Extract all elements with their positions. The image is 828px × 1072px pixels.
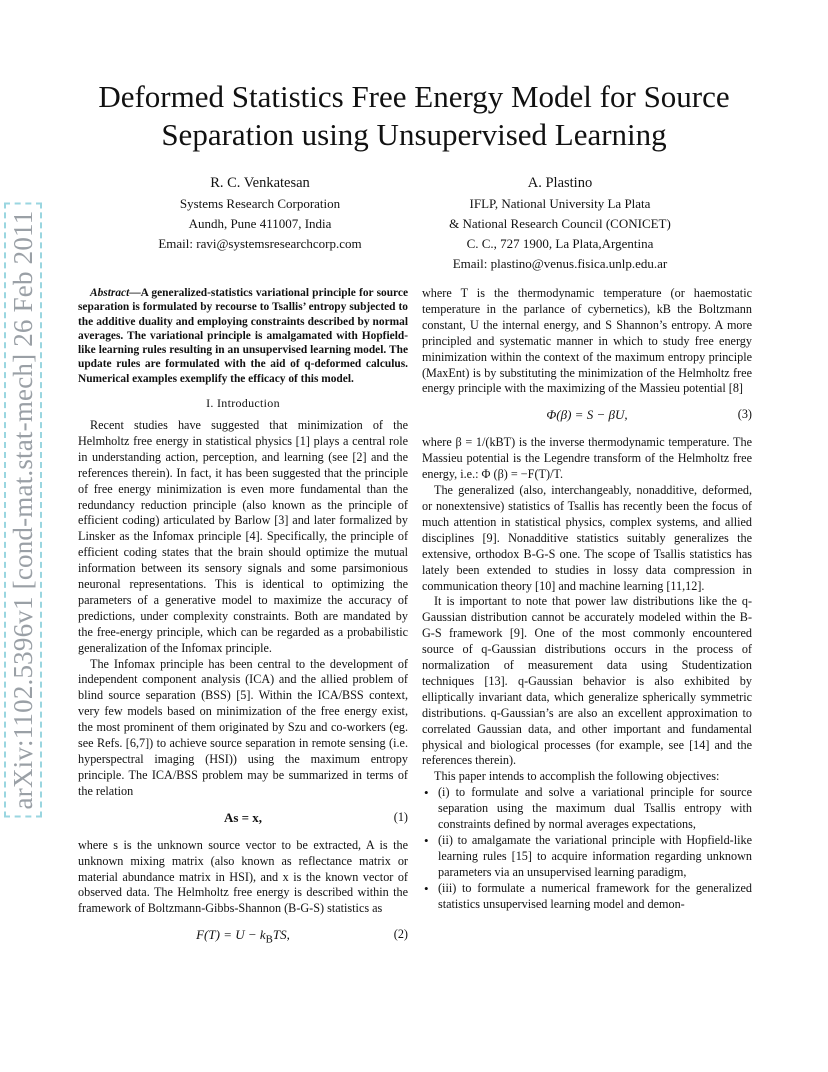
- list-item: [422, 833, 752, 881]
- abstract: [78, 286, 408, 386]
- author-block-1: [125, 172, 395, 254]
- bullet-icon: •: [424, 880, 429, 896]
- equation-3-expression: Φ(β) = S − βU,: [546, 407, 628, 423]
- equation-2-number: (2): [393, 927, 408, 942]
- equation-1-expression: As = x,: [223, 809, 263, 825]
- author-affiliation: Systems Research Corporation: [179, 196, 341, 211]
- list-item-text: (iii) to formulate a numerical framework for the generalized statistics unsupervised learning model and demon-: [438, 880, 752, 911]
- equation-2-tail: TS,: [272, 927, 290, 943]
- body-paragraph: where s is the unknown source vector to be extracted, A is the unknown mixing matrix (also known as reflectance matrix or material abundance matrix in HSI), and x is the known vector of observed data. The Helmholtz free energy is described within the framework of Boltzmann-Gibbs-Shannon (B-G-S) statistics as: [78, 837, 408, 916]
- equation-3: [422, 403, 752, 429]
- author-name: R. C. Venkatesan: [210, 175, 310, 191]
- left-column: [78, 286, 408, 955]
- body-paragraph: The generalized (also, interchangeably, nonadditive, deformed, or nonextensive) statistics of Tsallis has recently been the focus of much attention in statistical physics, complex systems, and allied disciplines [9]. Nonadditive statistics suitably generalizes the extensive, orthodox B-G-S one. The scope of Tsallis statistics has lately been extended to studies in lossy data compression in communication theory [10] and machine learning [11,12].: [422, 483, 752, 593]
- equation-2-expression: F(T) = U − k: [196, 927, 266, 943]
- author-block-2: [415, 172, 705, 274]
- paper-title: Deformed Statistics Free Energy Model for Source Separation using Unsupervised Learning: [98, 79, 730, 152]
- body-paragraph: The Infomax principle has been central to the development of independent component analysis (ICA) and the allied problem of blind source separation (BSS) [5]. Within the ICA/BSS context, very few models based on minimization of the free energy exist, the most prominent of them originated by Szu and co-workers (eg. see Refs. [6,7]) to achieve source separation in remote sensing (i.e. hyperspectral imaging (HSI)) using the maximum entropy principle. The ICA/BSS problem may be summarized in terms of the relation: [78, 656, 408, 798]
- equation-2-subscript: B: [265, 933, 273, 946]
- body-paragraph: where T is the thermodynamic temperature (or haemostatic temperature in the parlance of cybernetics), kB the Boltzmann constant, U the internal energy, and S Shannon’s entropy. A more principled and systematic manner in which to study free energy minimization within the context of the maximum entropy principle (MaxEnt) is by substituting the minimization of the Helmholtz free energy principle with the maximizing of the Massieu potential [8]: [422, 286, 752, 396]
- author-affiliation: IFLP, National University La Plata: [469, 196, 651, 211]
- arxiv-identifier[interactable]: arXiv:1102.5396v1 [cond-mat.stat-mech] 26 Feb 2011: [4, 203, 42, 818]
- body-paragraph: where β = 1/(kBT) is the inverse thermodynamic temperature. The Massieu potential is the Legendre transform of the Helmholtz free energy, i.e.: Φ (β) = −F(T)/T.: [422, 435, 752, 482]
- arxiv-stamp: [2, 200, 44, 820]
- equation-3-number: (3): [737, 407, 752, 422]
- bullet-icon: •: [424, 833, 429, 848]
- equation-2: [78, 923, 408, 949]
- author-affiliation: & National Research Council (CONICET): [449, 216, 671, 231]
- list-item: [422, 881, 752, 913]
- list-item: [422, 785, 752, 833]
- equation-3-body: [422, 407, 752, 423]
- objectives-list: [422, 785, 752, 912]
- author-address: Aundh, Pune 411007, India: [188, 216, 332, 231]
- body-paragraph: Recent studies have suggested that minimization of the Helmholtz free energy in statistical physics [1] plays a central role in understanding action, perception, and learning (see [2] and the references therein). In fact, it has been suggested that the principle of free energy minimization is even more fundamental than the redundancy reduction principle (also known as the principle of efficient coding) articulated by Barlow [3] and later formalized by Linsker as the Infomax principle [4]. Specifically, the principle of efficient coding states that the brain should optimize the mutual information between its sensory signals and some parsimonious neuronal representations. This is identical to optimizing the parameters of a generative model to maximize the accuracy of predictions, under complexity constraints. Both are mandated by the free-energy principle, which can be regarded as a probabilistic generalization of the Infomax principle.: [78, 417, 408, 655]
- abstract-label: Abstract: [90, 287, 130, 299]
- bullet-icon: •: [424, 785, 429, 801]
- author-name: A. Plastino: [527, 175, 593, 191]
- section-heading-introduction: I. Introduction: [206, 396, 280, 411]
- author-email: Email: ravi@systemsresearchcorp.com: [158, 236, 362, 251]
- equation-1-body: [78, 810, 408, 826]
- author-address: C. C., 727 1900, La Plata,Argentina: [466, 236, 654, 251]
- body-paragraph: It is important to note that power law distributions like the q-Gaussian distribution cannot be accurately modeled within the B-G-S framework [9]. One of the most commonly encountered source of q-Gaussian distributions occurs in the process of normalization of measurement data using Studentization techniques [13]. q-Gaussian behavior is also exhibited by elliptically invariant data, which generalize spherically symmetric distributions. q-Gaussian’s are also an excellent approximation to correlated Gaussian data, and other important and fundamental physical and biological processes (for example, see [14] and the references therein).: [422, 594, 752, 768]
- list-item-text: (ii) to amalgamate the variational principle with Hopfield-like learning rules [15] to acquire information regarding unknown parameters via an unsupervised learning paradigm,: [438, 833, 752, 879]
- author-email: Email: plastino@venus.fisica.unlp.edu.ar: [452, 256, 668, 271]
- equation-1: [78, 806, 408, 832]
- abstract-text: —A generalized-statistics variational principle for source separation is formulated by recourse to Tsallis’ entropy subjected to the additive duality and employing constraints described by normal averages. The variational principle is amalgamated with Hopfield-like learning rules resulting in an unsupervised learning model. The update rules are formulated with the aid of q-deformed calculus. Numerical examples exemplify the efficacy of this model.: [78, 287, 408, 385]
- list-item-text: (i) to formulate and solve a variational principle for source separation using the maximum dual Tsallis entropy with constraints defined by normal averages expectations,: [438, 785, 752, 832]
- equation-2-body: [78, 927, 408, 949]
- equation-1-number: (1): [393, 809, 408, 824]
- right-column: [422, 286, 752, 913]
- body-paragraph: This paper intends to accomplish the following objectives:: [434, 769, 720, 784]
